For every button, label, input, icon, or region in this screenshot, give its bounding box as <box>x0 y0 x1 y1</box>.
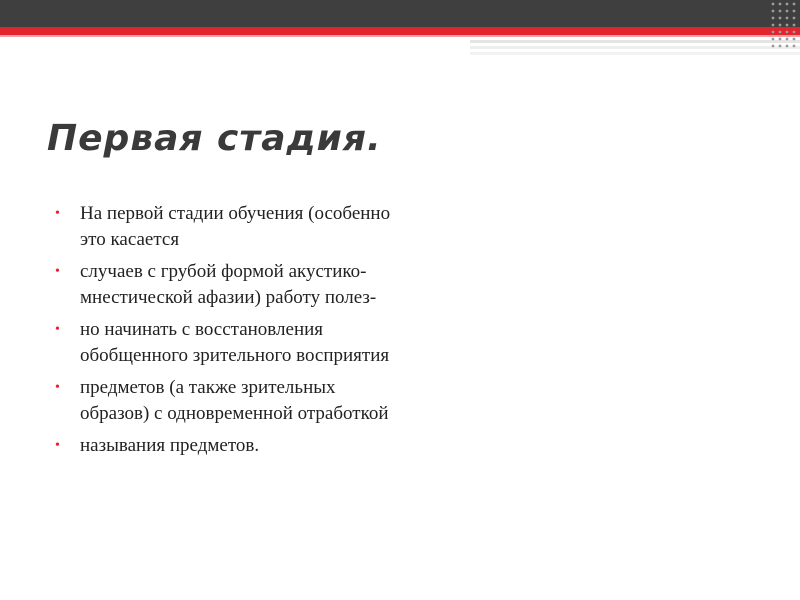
decorative-stripe <box>470 52 800 55</box>
bullet-text: предметов (а также зрительных образов) с одновременной отработкой <box>80 377 389 424</box>
slide-title: Первая стадия. <box>47 118 382 159</box>
list-item <box>55 375 400 426</box>
bullet-list <box>55 201 400 466</box>
decorative-stripe <box>470 40 800 43</box>
list-item <box>55 433 400 459</box>
bullet-icon: • <box>55 322 60 337</box>
accent-bar <box>0 27 800 35</box>
list-item <box>55 317 400 368</box>
bullet-text: называния предметов. <box>80 435 260 456</box>
bullet-text: На первой стадии обучения (особенно это касается <box>80 203 391 250</box>
accent-line <box>0 35 800 37</box>
dots-pattern-icon <box>768 0 798 55</box>
bullet-icon: • <box>55 264 60 279</box>
list-item <box>55 201 400 252</box>
decorative-stripe <box>470 46 800 49</box>
bullet-text: но начинать с восстановления обобщенного зрительного восприятия <box>80 319 390 366</box>
bullet-icon: • <box>55 438 60 453</box>
bullet-text: случаев с грубой формой акустико-мнестической афазии) работу полез- <box>80 261 377 308</box>
bullet-icon: • <box>55 380 60 395</box>
list-item <box>55 259 400 310</box>
bullet-icon: • <box>55 206 60 221</box>
header-bar <box>0 0 800 27</box>
